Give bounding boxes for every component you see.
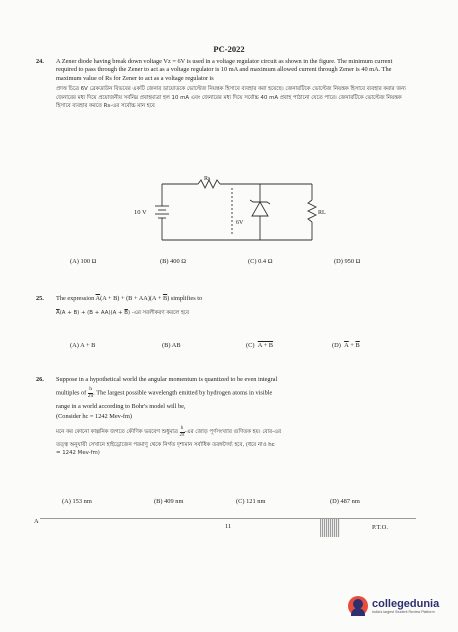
options-26 [62,498,402,505]
question-number: 25. [36,295,44,302]
option-c[interactable]: (C) 0.4 Ω [248,258,273,265]
zener-diode [252,202,268,216]
paper-code: PC-2022 [213,44,245,54]
question-text-en-line4: (Consider hc = 1242 Mev-fm) [56,413,132,420]
question-text-bn-line3: = 1242 Mev-fm) [56,450,100,457]
footer-divider [40,518,416,519]
question-text-en-line2: multiples of $\frac{h}{2\pi}$ . The largest possible wavelength emitted by hydrogen atoms in visible [56,386,273,399]
question-text-en: The expression $\overline{A}(A + B) + (B + AA)(A + \overline{B})$ simplifies to [56,295,203,302]
brand-name: collegedunia [372,598,440,610]
resistor-rl [308,200,316,222]
question-text-en-line3: range in a world according to Bohr's model will be, [56,402,186,410]
question-text-en: A Zener diode having break down voltage Vz = 6V is used in a voltage regulator circuit as shown in the figure. The minimum current required to pass through the Zener to act as a voltage regulator is 10 mA and maximum allowed current through Zener is 40 mA. The maximum value of Rs for Zener to act as a voltage regulator is [56,58,393,82]
question-text-bn: প্রদত্ত চিত্রে 6V ব্রেকডাউন বিভবের একটি জেনার ডায়োডকে ভোল্টেজ নিয়ন্ত্রক হিসাবে ব্যবহার করা হয়েছে। জেনারটিকে ভোল্টেজ নিয়ন্ত্রক হিসাবে ব্যবহার করার জন্য জেনারের মধ্য দিয়ে প্রয়োজনীয় সর্বনিম্ন প্রবাহমাত্রা হল 10 mA এবং জেনারের মধ্য দিয়ে সর্বোচ্চ 40 mA প্রবাহ পাঠানো যেতে পারে। জেনারটিকে ভোল্টেজ নিয়ন্ত্রক হিসাবে ব্যবহার করতে Rs-এর সর্বোচ্চ মান হবে [56,86,406,110]
fraction-denominator: 2π [87,393,94,399]
question-25 [36,295,412,318]
option-d[interactable]: (D) $\overline{A} + \overline{B}$ [332,342,360,349]
question-text-bn: $\overline{A}(A + B) + (B + AA)(A + \overline{B})$ -এর সরলীকরণ করলে হবে [56,310,189,317]
page-number: 11 [225,523,232,530]
label-zener-voltage: 6V [236,220,244,226]
zener-circuit-diagram [134,176,330,248]
student-icon [348,596,368,616]
options-25 [70,342,410,349]
question-26 [36,376,412,458]
label-source-voltage: 10 V [134,209,147,216]
fraction-numerator: h [89,386,92,393]
question-text-en-line1: Suppose in a hypothetical world the angular momentum is quantized to be even integral [56,376,278,383]
option-d[interactable]: (D) 950 Ω [334,258,361,265]
option-c[interactable]: (C) A + B [246,342,274,349]
question-text-bn-line2: তত্ত্ব অনুযায়ী সেখানে হাইড্রোজেন পরমাণু থেকে নির্গত দৃশ্যমান সর্বাধিক তরঙ্গদৈর্ঘ্য হবে, (ধরে নাও hc [56,441,275,448]
footer-series-letter: A [34,518,39,525]
options-24 [70,258,410,265]
option-a[interactable]: (A) 153 nm [62,498,92,505]
collegedunia-logo [348,592,452,620]
option-b[interactable]: (B) AB [162,342,181,349]
question-number: 26. [36,376,44,383]
question-number: 24. [36,58,44,65]
option-b[interactable]: (B) 409 nm [154,498,184,505]
option-a[interactable]: (A) A + B [70,342,96,349]
pto-label: P.T.O. [372,524,388,531]
question-text-bn-line1: মনে কর কোনো কাল্পনিক জগতে কৌণিক ভরবেগ শুধুমাত্র $\frac{h}{2\pi}$ -এর জোড় পূর্ণসংখ্যার গুণিতক হয়। বোর-এর [56,426,282,438]
label-rs: Rs [204,176,211,182]
option-d[interactable]: (D) 487 nm [330,498,360,505]
question-24 [36,58,412,111]
brand-tagline: India's largest Student Review Platform [372,610,435,614]
option-c[interactable]: (C) 121 nm [236,498,266,505]
option-a[interactable]: (A) 100 Ω [70,258,97,265]
label-rl: RL [318,210,326,216]
option-b[interactable]: (B) 400 Ω [160,258,187,265]
barcode-stamp [320,519,340,537]
